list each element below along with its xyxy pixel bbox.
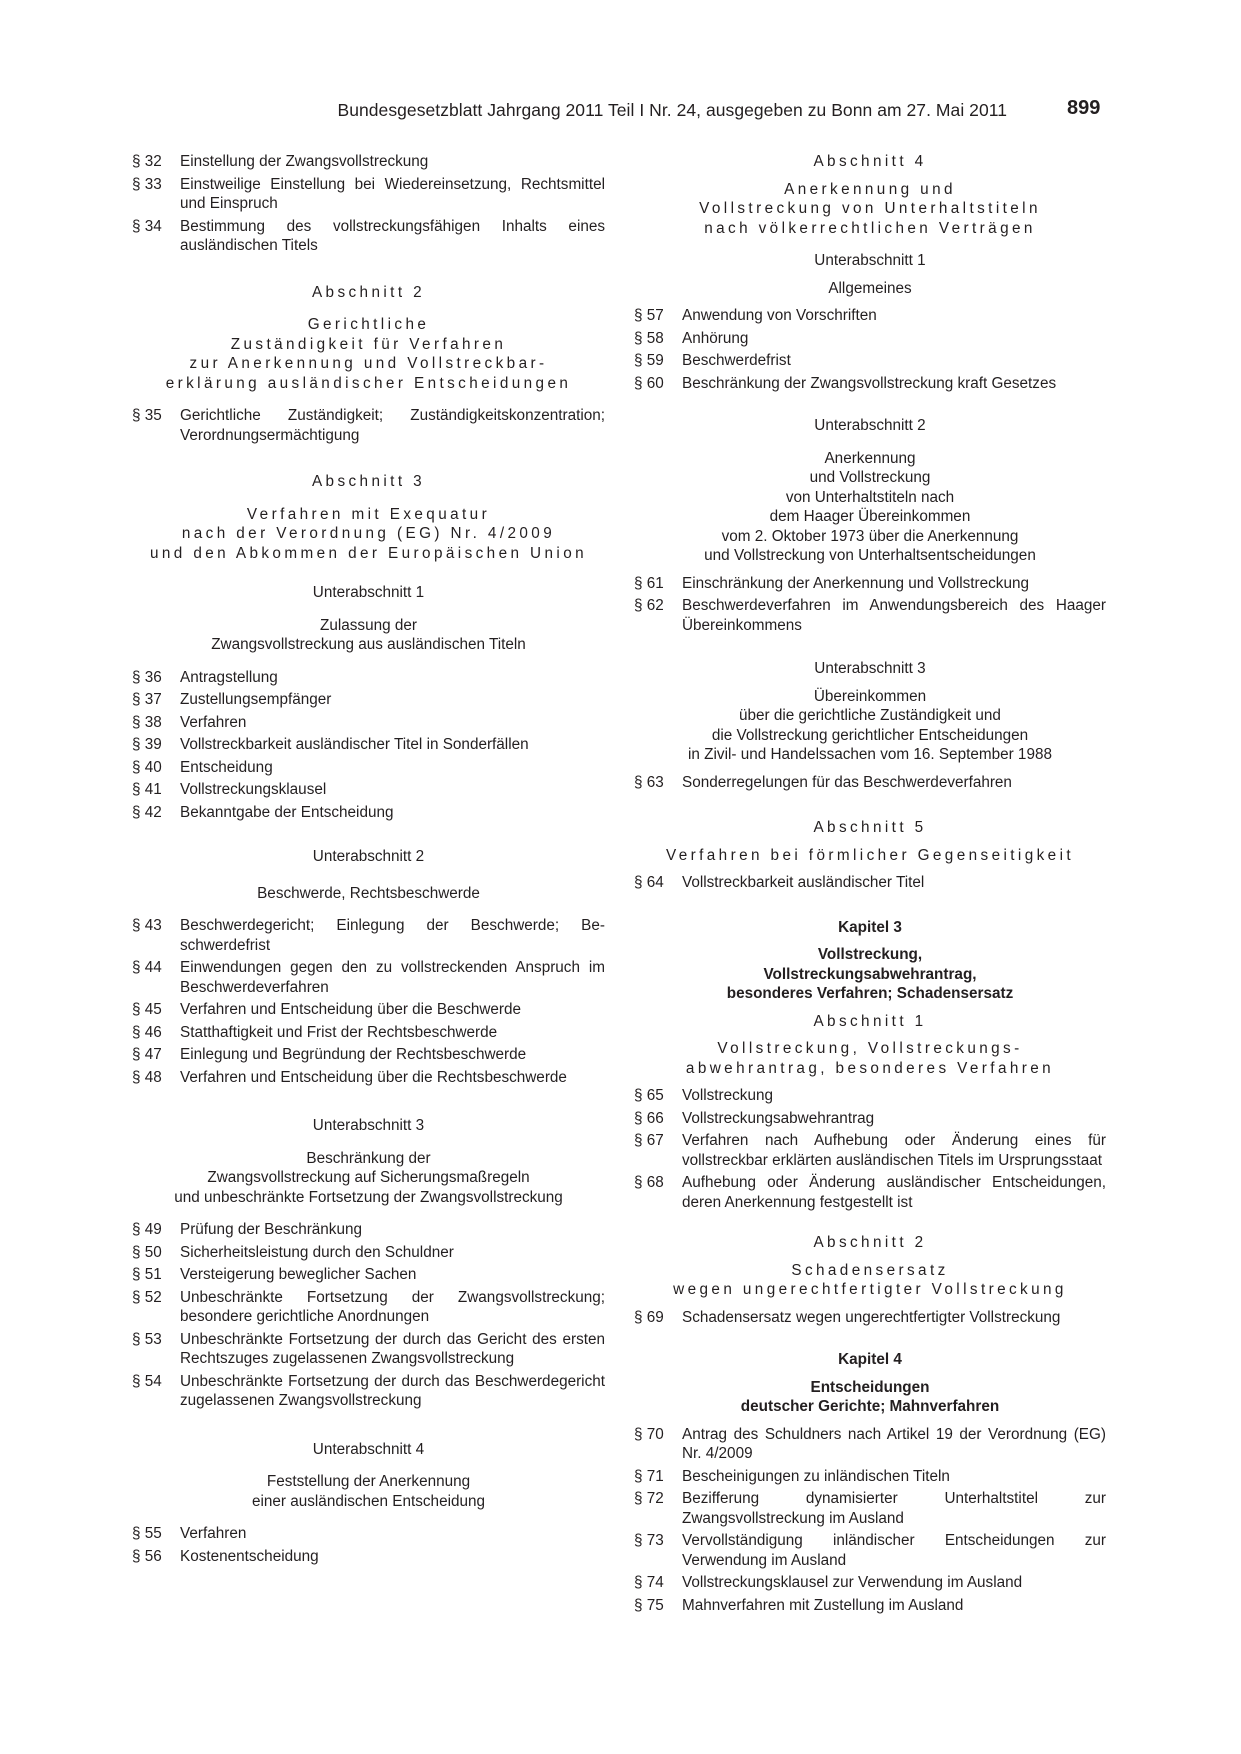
toc-entry (634, 1573, 1106, 1593)
kapitel-3-abschnitt-1-label: Abschnitt 1 (813, 1012, 927, 1030)
toc-entry (634, 873, 1106, 893)
section-number: § 57 (634, 307, 664, 324)
section-title: Anwendung von Vorschriften (682, 307, 877, 324)
section-title: Verfahren (180, 713, 247, 731)
section-number: § 50 (132, 1243, 162, 1261)
toc-entry (634, 1173, 1106, 1212)
abschnitt-4-title-line: nach völkerrechtlichen Verträgen (704, 219, 1036, 237)
toc-entry (132, 1372, 605, 1411)
toc-entry (132, 713, 605, 733)
section-number: § 68 (634, 1174, 664, 1191)
toc-entry (634, 374, 1106, 394)
toc-entry (132, 152, 605, 172)
section-number: § 38 (132, 713, 162, 731)
right-column (634, 152, 1106, 1618)
section-title: Prüfung der Beschränkung (180, 1221, 362, 1238)
section-title: Schadensersatz wegen ungerechtfertigter Vollstreckung (682, 1308, 1061, 1326)
section-number: § 46 (132, 1023, 162, 1041)
section-title: Sonderregelungen für das Beschwerdeverfahren (682, 773, 1012, 791)
toc-entry (634, 1086, 1106, 1106)
section-title: Vervollständigung inländischer Entscheidungen zur Verwendung im Ausland (682, 1532, 1106, 1569)
kapitel-3-abschnitt-1-title-line: abwehrantrag, besonderes Verfahren (685, 1059, 1055, 1077)
unterabschnitt-4-title-line: einer ausländischen Entscheidung (251, 1492, 486, 1510)
section-number: § 58 (634, 329, 664, 347)
toc-entry (634, 1425, 1106, 1464)
abschnitt-4-title-line: Anerkennung und (784, 180, 956, 198)
section-title: Unbeschränkte Fortsetzung der durch das Beschwerdegericht zugelassenen Zwangsvollstreckung (180, 1372, 605, 1409)
section-title: Sicherheitsleistung durch den Schuldner (180, 1243, 454, 1261)
section-number: § 53 (132, 1330, 162, 1348)
section-title: Anhörung (682, 329, 749, 347)
section-number: § 37 (132, 691, 162, 708)
unterabschnitt-4-title-line: Feststellung der Anerkennung (266, 1473, 471, 1490)
toc-entry (132, 1288, 605, 1327)
unterabschnitt-3-title-line: und unbeschränkte Fortsetzung der Zwangsvollstreckung (174, 1188, 563, 1206)
unterabschnitt-2-label: Unterabschnitt 2 (312, 848, 425, 865)
section-number: § 70 (634, 1425, 664, 1443)
section-number: § 72 (634, 1490, 664, 1507)
section-number: § 35 (132, 407, 162, 424)
unterabschnitt-2-title-line: Beschwerde, Rechtsbeschwerde (257, 884, 480, 902)
unterabschnitt-3-title-line: über die gerichtliche Zuständigkeit und (739, 707, 1001, 724)
toc-entry (634, 596, 1106, 635)
section-number: § 63 (634, 773, 664, 791)
section-title: Bescheinigungen zu inländischen Titeln (682, 1467, 950, 1485)
toc-entry (132, 175, 605, 214)
toc-entry (132, 690, 605, 710)
unterabschnitt-2-title-line: vom 2. Oktober 1973 über die Anerkennung (721, 527, 1019, 545)
section-title: Vollstreckbarkeit ausländischer Titel in Sonderfällen (180, 736, 529, 753)
abschnitt-2-title-line: erklärung ausländischer Entscheidungen (165, 374, 572, 392)
kapitel-4-title-line: deutscher Gerichte; Mahnverfahren (740, 1398, 1000, 1415)
kapitel-3-abschnitt-2-title-line: Schadensersatz (791, 1261, 949, 1279)
section-number: § 33 (132, 175, 162, 193)
section-title: Statthaftigkeit und Frist der Rechtsbeschwerde (180, 1023, 498, 1041)
toc-entry (132, 758, 605, 778)
section-number: § 75 (634, 1596, 664, 1614)
unterabschnitt-1-title-line: Allgemeines (828, 279, 912, 297)
unterabschnitt-3-title-line: Zwangsvollstreckung auf Sicherungsmaßregeln (207, 1169, 530, 1186)
section-title: Vollstreckungsabwehrantrag (682, 1109, 875, 1127)
section-number: § 44 (132, 959, 162, 976)
section-title: Einlegung und Begründung der Rechtsbeschwerde (180, 1046, 527, 1063)
unterabschnitt-4-label: Unterabschnitt 4 (312, 1440, 425, 1458)
abschnitt-2-label: Abschnitt 2 (311, 283, 426, 301)
section-number: § 67 (634, 1132, 664, 1149)
toc-entry (132, 1220, 605, 1240)
unterabschnitt-3-label: Unterabschnitt 3 (312, 1117, 425, 1134)
section-number: § 69 (634, 1308, 664, 1326)
section-title: Einwendungen gegen den zu vollstreckenden Anspruch im Beschwerdeverfahren (180, 959, 605, 996)
toc-entry (132, 916, 605, 955)
abschnitt-4-title-line: Vollstreckung von Unterhaltstiteln (699, 200, 1041, 217)
toc-entry (132, 406, 605, 445)
unterabschnitt-3-title-line: die Vollstreckung gerichtlicher Entscheidungen (711, 726, 1029, 744)
kapitel-3-title-line: Vollstreckungsabwehrantrag, (763, 965, 977, 983)
kapitel-3-abschnitt-2-label: Abschnitt 2 (813, 1234, 927, 1251)
toc-entry (132, 1243, 605, 1263)
abschnitt-3-title-line: nach der Verordnung (EG) Nr. 4/2009 (181, 525, 556, 542)
toc-entry (634, 1531, 1106, 1570)
section-title: Verfahren und Entscheidung über die Beschwerde (180, 1001, 522, 1018)
section-title: Beschwerdegericht; Einlegung der Beschwerde; Beschwerdefrist (180, 917, 605, 954)
section-number: § 49 (132, 1221, 162, 1238)
abschnitt-4-label: Abschnitt 4 (813, 153, 927, 170)
toc-entry (132, 1000, 605, 1020)
abschnitt-5-title-line: Verfahren bei förmlicher Gegenseitigkeit (665, 846, 1075, 864)
section-number: § 47 (132, 1046, 162, 1063)
section-number: § 62 (634, 597, 664, 614)
unterabschnitt-1-title-line: Zulassung der (320, 616, 417, 634)
section-title: Antrag des Schuldners nach Artikel 19 der Verordnung (EG) Nr. 4/2009 (682, 1425, 1106, 1462)
section-number: § 74 (634, 1574, 664, 1591)
section-title: Unbeschränkte Fortsetzung der Zwangsvollstreckung; besondere gerichtliche Anordnungen (180, 1288, 605, 1325)
abschnitt-3-title-line: Verfahren mit Exequatur (246, 505, 491, 523)
section-title: Beschwerdefrist (682, 352, 791, 369)
section-title: Antragstellung (180, 668, 278, 686)
left-column (132, 152, 605, 1569)
toc-entry (132, 735, 605, 755)
toc-entry (132, 803, 605, 823)
toc-entry (132, 1265, 605, 1285)
unterabschnitt-1-label: Unterabschnitt 1 (312, 584, 425, 601)
toc-entry (634, 306, 1106, 326)
abschnitt-3-label: Abschnitt 3 (311, 473, 426, 490)
unterabschnitt-2-title-line: und Vollstreckung von Unterhaltsentscheidungen (704, 547, 1036, 564)
section-number: § 66 (634, 1109, 664, 1127)
unterabschnitt-2-title-line: dem Haager Übereinkommen (769, 508, 971, 525)
section-title: Verfahren (180, 1525, 247, 1542)
toc-entry (634, 1109, 1106, 1129)
toc-entry (634, 1489, 1106, 1528)
section-number: § 54 (132, 1372, 162, 1390)
toc-entry (132, 1068, 605, 1088)
toc-entry (634, 329, 1106, 349)
abschnitt-5-label: Abschnitt 5 (813, 819, 927, 836)
header-title: Bundesgesetzblatt Jahrgang 2011 Teil I Nr. 24, ausgegeben zu Bonn am 27. Mai 2011 (337, 100, 1007, 120)
unterabschnitt-2-title-line: und Vollstreckung (809, 469, 931, 486)
section-title: Beschwerdeverfahren im Anwendungsbereich des Haager Übereinkommens (682, 597, 1106, 634)
toc-entry (132, 668, 605, 688)
section-title: Vollstreckbarkeit ausländischer Titel (682, 874, 925, 891)
section-title: Vollstreckungsklausel (180, 781, 327, 798)
section-number: § 48 (132, 1068, 162, 1086)
section-title: Einstweilige Einstellung bei Wiedereinsetzung, Rechtsmittel und Einspruch (180, 175, 605, 212)
section-number: § 51 (132, 1266, 162, 1283)
section-title: Aufhebung oder Änderung ausländischer Entscheidungen, deren Anerkennung festgestellt ist (682, 1174, 1106, 1211)
section-number: § 56 (132, 1547, 162, 1565)
unterabschnitt-3-title-line: Übereinkommen (813, 687, 927, 705)
section-number: § 55 (132, 1525, 162, 1542)
section-title: Verfahren und Entscheidung über die Rechtsbeschwerde (180, 1068, 567, 1086)
section-number: § 34 (132, 217, 162, 235)
unterabschnitt-1-label: Unterabschnitt 1 (814, 252, 926, 269)
section-title: Zustellungsempfänger (180, 691, 332, 708)
toc-entry (132, 1330, 605, 1369)
unterabschnitt-3-title-line: Beschränkung der (306, 1149, 431, 1167)
section-number: § 42 (132, 803, 162, 821)
page-header (0, 97, 1241, 130)
section-number: § 39 (132, 736, 162, 753)
kapitel-3-label: Kapitel 3 (838, 918, 902, 936)
unterabschnitt-2-title-line: von Unterhaltstiteln nach (785, 488, 955, 506)
kapitel-3-abschnitt-1-title-line: Vollstreckung, Vollstreckungs- (717, 1040, 1023, 1057)
section-title: Vollstreckungsklausel zur Verwendung im Ausland (682, 1574, 1023, 1591)
toc-entry (132, 217, 605, 256)
toc-entry (132, 1524, 605, 1544)
toc-entry (634, 1131, 1106, 1170)
section-number: § 45 (132, 1001, 162, 1018)
unterabschnitt-3-label: Unterabschnitt 3 (814, 660, 926, 677)
abschnitt-3-title-line: und den Abkommen der Europäischen Union (149, 544, 588, 562)
kapitel-3-title-line: besonderes Verfahren; Schadensersatz (726, 985, 1014, 1002)
section-title: Vollstreckung (682, 1087, 773, 1104)
toc-entry (132, 958, 605, 997)
kapitel-3-abschnitt-2-title-line: wegen ungerechtfertigter Vollstreckung (673, 1281, 1067, 1298)
section-number: § 71 (634, 1467, 664, 1485)
section-title: Einstellung der Zwangsvollstreckung (180, 153, 429, 170)
section-number: § 59 (634, 352, 664, 369)
section-number: § 64 (634, 874, 664, 891)
abschnitt-2-title-line: zur Anerkennung und Vollstreckbar- (189, 355, 548, 372)
section-title: Unbeschränkte Fortsetzung der durch das Gericht des ersten Rechtszuges zugelassenen Zwangsvollstreckung (180, 1330, 605, 1367)
section-number: § 43 (132, 917, 162, 934)
section-title: Verfahren nach Aufhebung oder Änderung eines für vollstreckbar erklärten ausländischen Titels im Ursprungsstaat (682, 1132, 1106, 1169)
toc-entry (634, 1596, 1106, 1616)
section-title: Mahnverfahren mit Zustellung im Ausland (682, 1596, 964, 1614)
kapitel-4-title-line: Entscheidungen (810, 1378, 930, 1396)
unterabschnitt-2-title-line: Anerkennung (824, 449, 916, 467)
toc-entry (634, 773, 1106, 793)
section-number: § 40 (132, 758, 162, 776)
kapitel-3-title-line: Vollstreckung, (817, 946, 923, 963)
section-title: Bekanntgabe der Entscheidung (180, 803, 394, 821)
section-title: Beschränkung der Zwangsvollstreckung kraft Gesetzes (682, 374, 1057, 392)
section-number: § 41 (132, 781, 162, 798)
section-number: § 65 (634, 1087, 664, 1104)
toc-entry (634, 1308, 1106, 1328)
abschnitt-2-title-line: Zuständigkeit für Verfahren (230, 335, 507, 353)
toc-entry (132, 1547, 605, 1567)
section-number: § 52 (132, 1288, 162, 1306)
toc-entry (132, 1023, 605, 1043)
section-title: Versteigerung beweglicher Sachen (180, 1266, 417, 1283)
toc-entry (132, 1045, 605, 1065)
section-title: Gerichtliche Zuständigkeit; Zuständigkeitskonzentration; Verordnungsermächtigung (180, 407, 605, 444)
toc-entry (132, 780, 605, 800)
section-title: Bezifferung dynamisierter Unterhaltstitel zur Zwangsvollstreckung im Ausland (682, 1490, 1106, 1527)
section-number: § 61 (634, 574, 664, 592)
section-number: § 32 (132, 153, 162, 170)
section-number: § 60 (634, 374, 664, 392)
section-title: Einschränkung der Anerkennung und Vollstreckung (682, 574, 1029, 592)
toc-entry (634, 1467, 1106, 1487)
section-title: Kostenentscheidung (180, 1547, 319, 1565)
toc-entry (634, 574, 1106, 594)
section-number: § 36 (132, 668, 162, 686)
page-number: 899 (1067, 97, 1101, 119)
unterabschnitt-2-label: Unterabschnitt 2 (814, 417, 926, 434)
unterabschnitt-3-title-line: in Zivil- und Handelssachen vom 16. September 1988 (688, 746, 1052, 763)
section-title: Bestimmung des vollstreckungsfähigen Inhalts eines ausländischen Titels (180, 217, 605, 254)
section-number: § 73 (634, 1532, 664, 1549)
abschnitt-2-title-line: Gerichtliche (307, 316, 430, 333)
toc-entry (634, 351, 1106, 371)
unterabschnitt-1-title-line: Zwangsvollstreckung aus ausländischen Titeln (211, 636, 526, 653)
section-title: Entscheidung (180, 758, 273, 776)
kapitel-4-label: Kapitel 4 (838, 1351, 902, 1368)
